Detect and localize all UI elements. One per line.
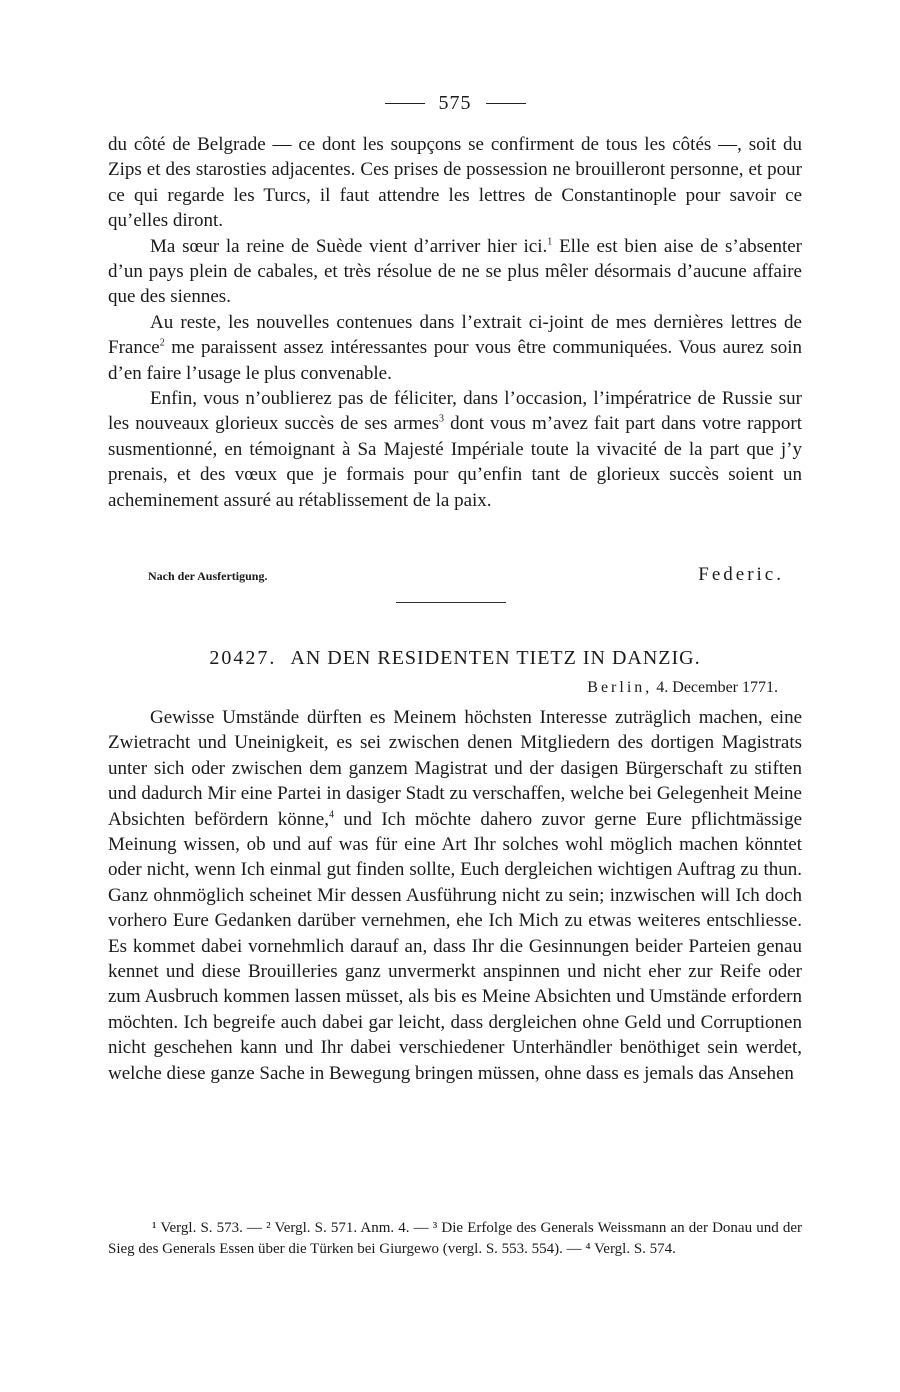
paragraph: Ma sœur la reine de Suède vient d’arriver hier ici.$^1$ Elle est bien aise de s’absenter d’un pays plein de cabales, et très résolue de ne se plus mêler désormais d’aucune affaire que des siennes. <box>108 235 802 308</box>
footnotes <box>108 1218 802 1260</box>
document-number: 20427. <box>209 647 277 669</box>
document-heading <box>108 647 802 670</box>
source-note: Nach der Ausfertigung. <box>148 569 268 583</box>
document-title: AN DEN RESIDENTEN TIETZ IN DANZIG. <box>290 647 701 669</box>
paragraph: du côté de Belgrade — ce dont les soupçons se confirment de tous les côtés —, soit du Zips et des starosties adjacentes. Ces prises de possession ne brouilleront personne, et pour ce qui regarde les Turcs, il faut attendre les lettres de Constantinople pour savoir ce qu’elles diront. <box>108 134 802 232</box>
footnote-text: ¹ Vergl. S. 573. — ² Vergl. S. 571. Anm. 4. — ³ Die Erfolge des Generals Weissmann an der Donau und der Sieg des Generals Essen über die Türken bei Giurgewo (vergl. S. 553. 554). — ⁴ Vergl. S. 574. <box>108 1220 802 1257</box>
dateline <box>587 679 778 697</box>
footnote-ref: 1 <box>547 236 553 248</box>
footnote-ref: 3 <box>439 414 445 426</box>
paragraph: Enfin, vous n’oublierez pas de féliciter, dans l’occasion, l’impératrice de Russie sur les nouveaux glorieux succès de ses armes$^3$ dont vous m’avez fait part dans votre rapport susmentionné, en témoignant à Sa Majesté Impériale toute la vivacité de la part que j’y prenais, et des vœux que je formais pour qu’enfin tant de glorieux succès soient un acheminement assuré au rétablissement de la paix. <box>108 388 803 511</box>
page-number: 575 <box>438 91 472 114</box>
dateline-date: 4. December 1771. <box>656 679 778 696</box>
footnote-ref: 2 <box>159 337 165 349</box>
page-header <box>108 88 802 118</box>
dateline-city: Berlin, <box>587 679 653 696</box>
footnote-ref: 4 <box>328 809 334 821</box>
letter-body <box>108 705 802 1086</box>
header-dash-right <box>486 103 526 104</box>
letter-continuation <box>108 132 802 513</box>
signature: Federic. <box>698 564 784 585</box>
section-divider <box>396 602 506 603</box>
closing-row <box>148 564 784 586</box>
paragraph: Au reste, les nouvelles contenues dans l’extrait ci-joint de mes dernières lettres de France$^2$ me paraissent assez intéressantes pour vous être communiquées. Vous aurez soin d’en faire l’usage le plus convenable. <box>108 311 802 384</box>
header-dash-left <box>385 103 425 104</box>
paragraph: Gewisse Umstände dürften es Meinem höchsten Interesse zuträglich machen, eine Zwietracht und Uneinigkeit, es sei zwischen denen Mitgliedern des dortigen Magistrats unter sich oder zwischen dem ganzem Magistrat und der dasigen Bürgerschaft zu stiften und dadurch Mir eine Partei in dasiger Stadt zu verschaffen, welche bei Gelegenheit Meine Absichten befördern könne,$^4$ und Ich möchte dahero zuvor gerne Eure pflichtmässige Meinung wissen, ob und auf was für eine Art Ihr solches wohl möglich machen könntet oder nicht, wenn Ich einmal gut finden sollte, Euch dergleichen wichtigen Auftrag zu thun. Ganz ohnmöglich scheinet Mir dessen Ausführung nicht zu sein; inzwischen will Ich doch vorhero Eure Gedanken darüber vernehmen, ehe Ich Mich zu etwas weiteres entschliesse. Es kommet dabei vornehmlich darauf an, dass Ihr die Gesinnungen beider Parteien genau kennet und diese Brouilleries ganz unvermerkt anspinnen und nicht eher zur Reife oder zum Ausbruch kommen lassen müsset, als bis es Meine Absichten und Umstände erfordern möchten. Ich begreife auch dabei gar leicht, dass dergleichen ohne Geld und Corruptionen nicht geschehen kann und Ihr dabei verschiedener Unterhändler benöthiget sein werdet, welche diese ganze Sache in Bewegung bringen müssen, ohne dass es jemals das Ansehen <box>108 707 802 1084</box>
